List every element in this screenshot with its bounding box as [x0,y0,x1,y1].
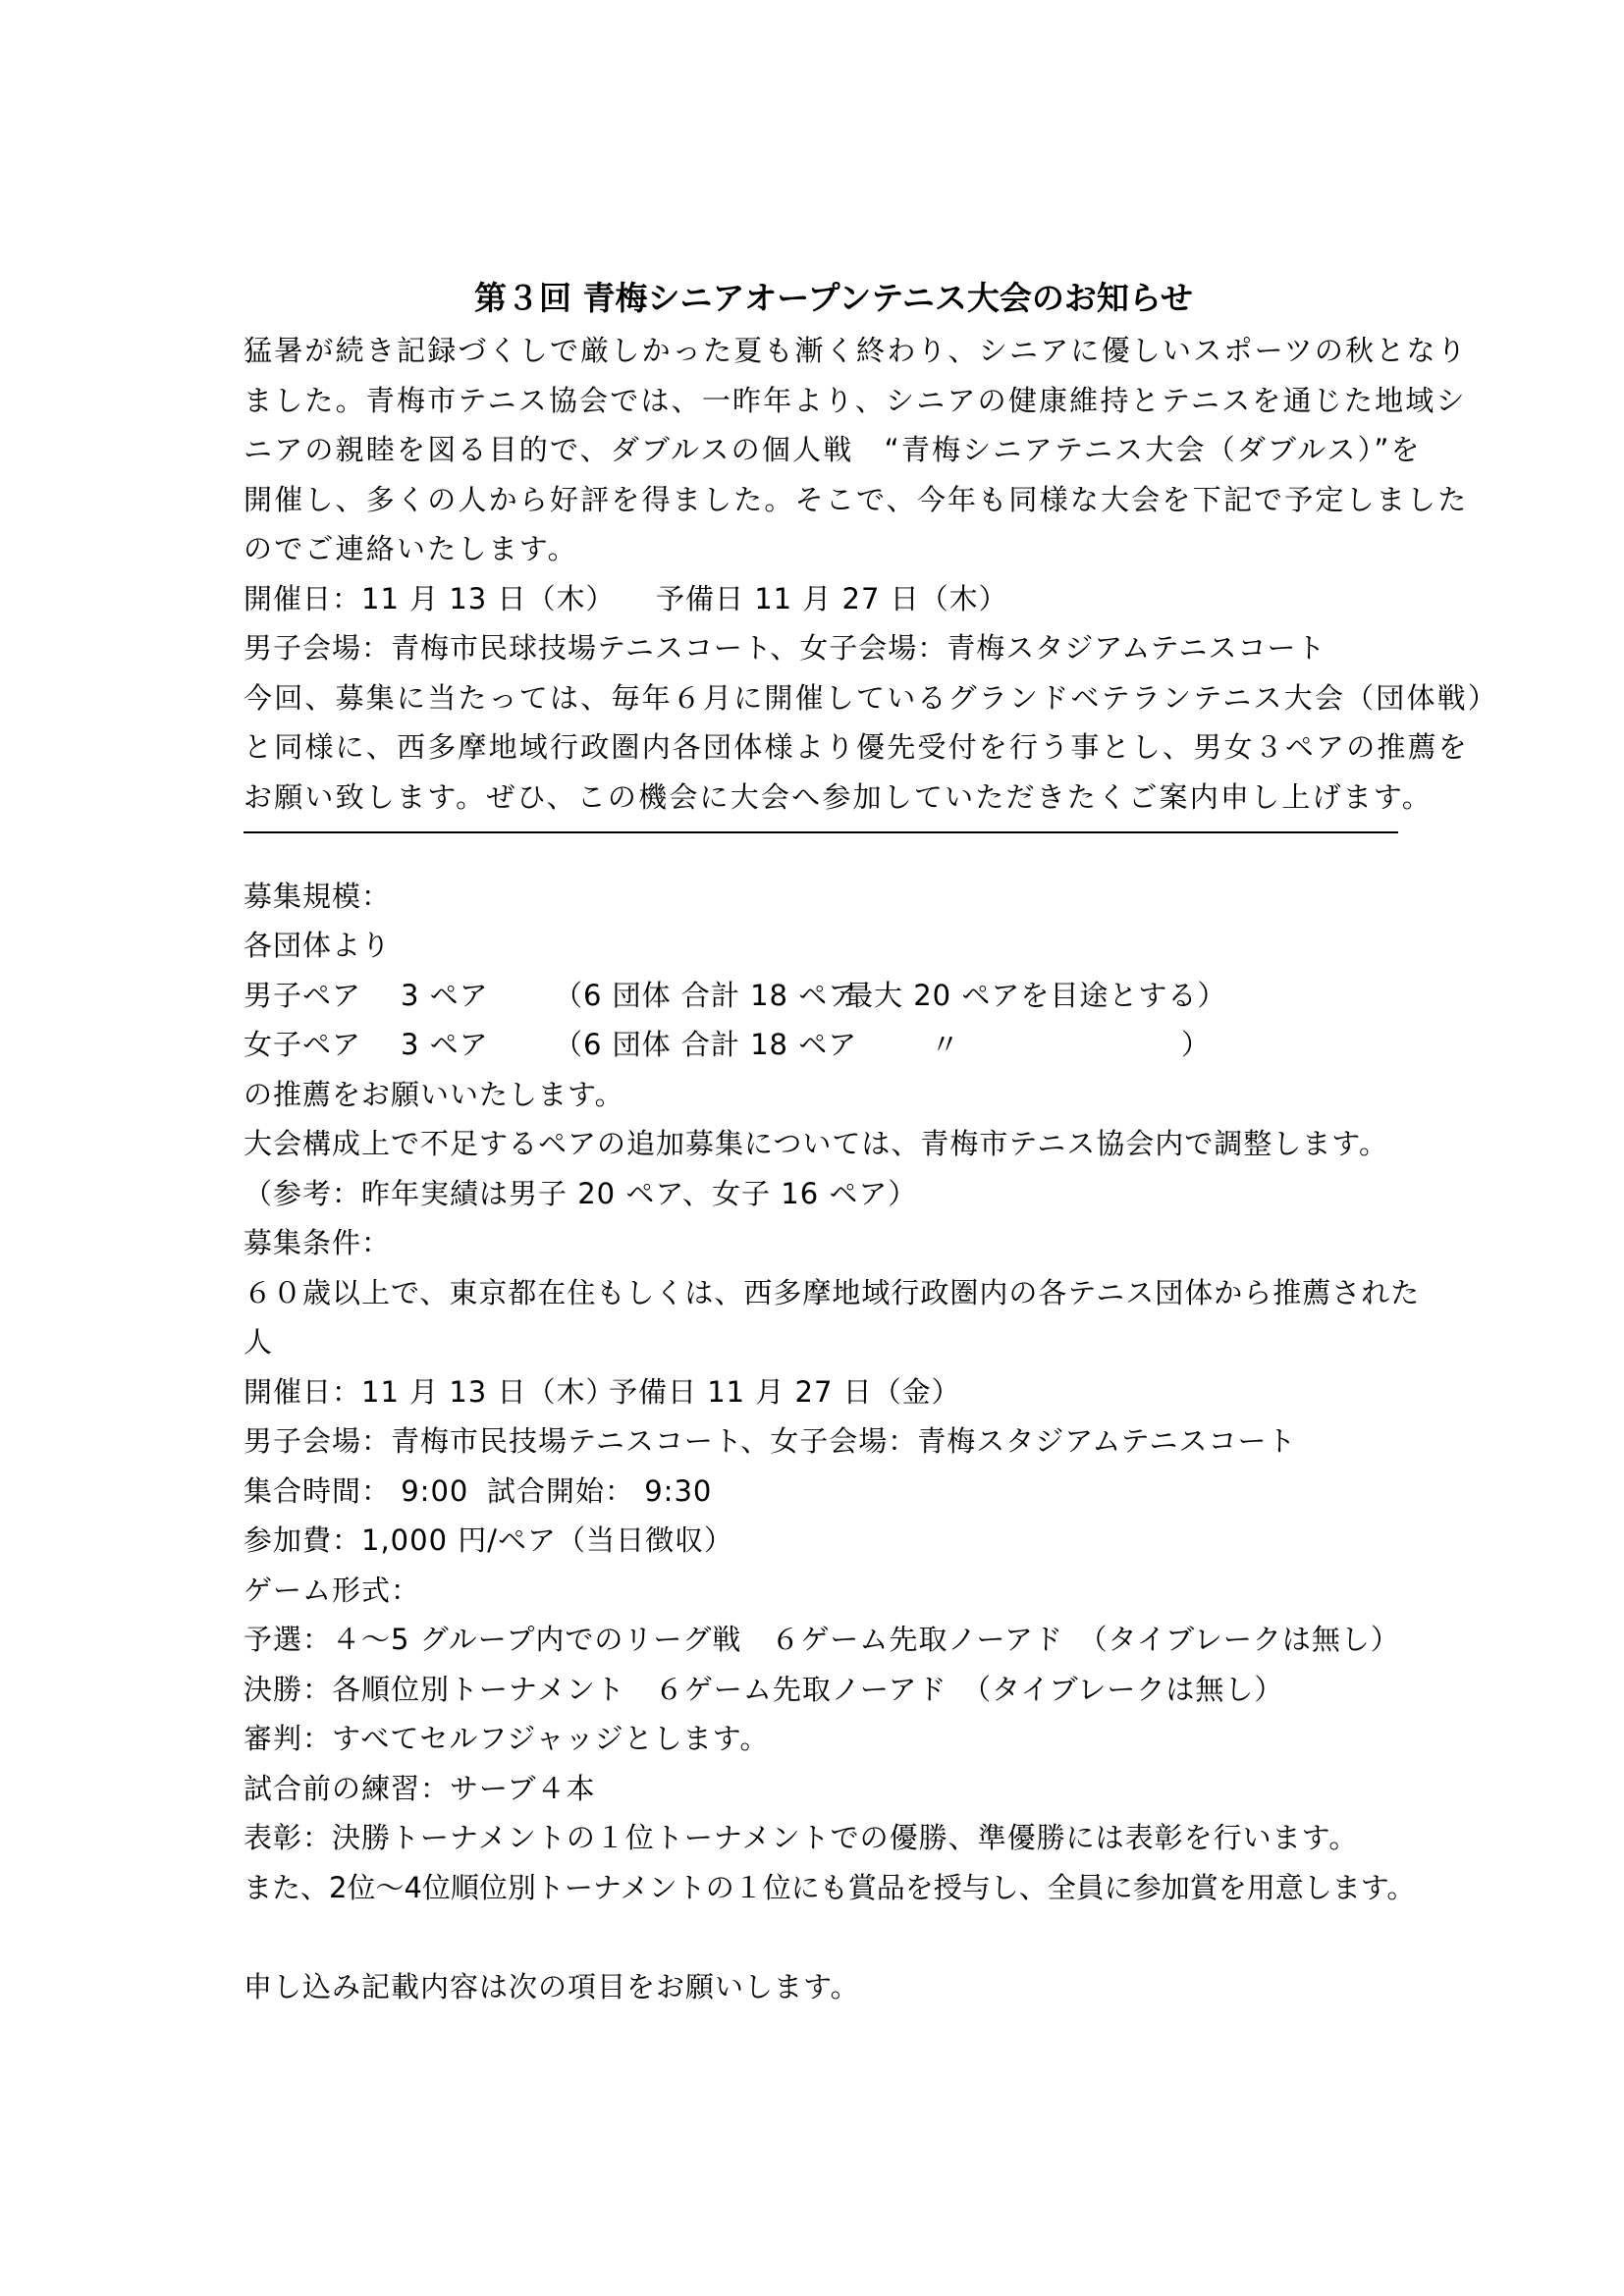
recruit-note [244,673,1499,823]
gather-time: 集合時間： 9:00 [244,1473,469,1508]
document-body [244,271,1499,2011]
scale-heading: 募集規模： [244,879,392,913]
recruit-note-line: と同様に、西多摩地域行政圏内各団体様より優先受付を行う事とし、男女３ペアの推薦を [244,730,1470,764]
women-pair-detail: （6 団体 合計 18 ペア [554,1028,858,1061]
page-title: 第３回 青梅シニアオープンテニス大会のお知らせ [474,279,1193,317]
women-pair-row [244,1020,1394,1070]
women-pair-close: ） [1181,1028,1212,1061]
intro-line: 猛暑が続き記録づくしで厳しかった夏も漸く終わり、シニアに優しいスポーツの秋となり [244,334,1468,367]
closing-line: 申し込み記載内容は次の項目をお願いします。 [244,1969,860,2003]
format-line: また、2位～4位順位別トーナメントの１位にも賞品を授与し、全員に参加賞を用意します。 [244,1870,1416,1904]
scale-additional: 大会構成上で不足するペアの追加募集については、青梅市テニス協会内で調整します。 [244,1127,1388,1160]
recruit-note-line: お願い致します。ぜひ、この機会に大会へ参加していただきたくご案内申し上げます。 [244,779,1434,814]
scale-from-each: 各団体より [244,929,392,962]
women-pair-ditto: 〃 [931,1028,961,1061]
venue-line: 男子会場：青梅市民球技場テニスコート、女子会場：青梅スタジアムテニスコート [244,631,1326,665]
scale-request: の推薦をお願いいたします。 [244,1077,624,1111]
reserve-date: 予備日 11 月 27 日（木） [656,581,1008,615]
scale-reference: （参考：昨年実績は男子 20 ペア、女子 16 ペア） [244,1176,918,1210]
men-pair-row [244,971,1394,1021]
conditions-heading: 募集条件： [244,1226,392,1259]
format-line: 審判：すべてセルフジャッジとします。 [244,1722,770,1755]
schedule-line [244,1367,1394,1417]
format-line: 決勝：各順位別トーナメント ６ゲーム先取ノーアド （タイブレークは無し） [244,1672,1284,1706]
men-pair-detail: （6 団体 合計 18 ペア [554,978,858,1012]
men-pair-count: 3 ペア [401,978,489,1012]
times-line [244,1467,1394,1517]
format-line: 試合前の練習：サーブ４本 [244,1771,596,1805]
schedule-line [244,574,1394,624]
intro-line: 開催し、多くの人から好評を得ました。そこで、今年も同様な大会を下記で予定しました [244,482,1469,516]
women-pair-label: 女子ペア [244,1028,362,1061]
intro-line: のでご連絡いたします。 [244,532,578,565]
format-line: 予選：４～5 グループ内でのリーグ戦 ６ゲーム先取ノーアド （タイブレークは無し） [244,1623,1400,1656]
intro-line: ました。青梅市テニス協会では、一昨年より、シニアの健康維持とテニスを通じた地域シ [244,383,1467,417]
fee-line: 参加費：1,000 円/ペア（当日徴収） [244,1523,734,1557]
format-heading: ゲーム形式： [244,1573,421,1607]
format-line: 表彰：決勝トーナメントの１位トーナメントでの優勝、準優勝には表彰を行います。 [244,1821,1359,1854]
women-pair-count: 3 ペア [401,1028,489,1061]
recruit-note-line: 今回、募集に当たっては、毎年６月に開催しているグランドベテランテニス大会（団体戦） [244,680,1499,715]
conditions-line: 人 [244,1325,274,1359]
section-divider [244,822,1394,872]
reserve-date: 予備日 11 月 27 日（金） [609,1374,961,1409]
men-pair-label: 男子ペア [244,978,362,1012]
event-date: 開催日：11 月 13 日（木） [244,1374,616,1409]
intro-paragraph [244,326,1469,574]
venue-line: 男子会場：青梅市民技場テニスコート、女子会場：青梅スタジアムテニスコート [244,1424,1297,1458]
blank-line [244,1912,1394,1962]
conditions-line: ６０歳以上で、東京都在住もしくは、西多摩地域行政圏内の各テニス団体から推薦された [244,1275,1421,1309]
event-date: 開催日：11 月 13 日（木） [244,581,616,615]
intro-line: ニアの親睦を図る目的で、ダブルスの個人戦 “青梅シニアテニス大会（ダブルス）”を [244,433,1422,466]
men-pair-max: 最大 20 ペアを目途とする） [844,978,1227,1012]
start-time: 試合開始： 9:30 [487,1473,713,1508]
